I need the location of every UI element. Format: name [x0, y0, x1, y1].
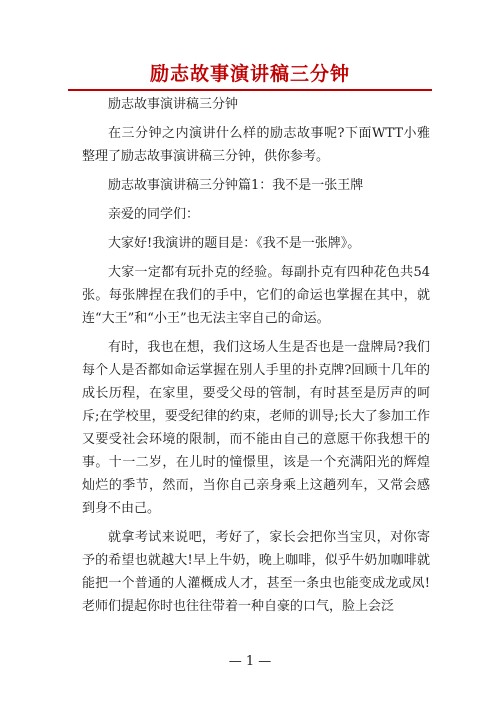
paragraph: 就拿考试来说吧，考好了，家长会把你当宝贝，对你寄予的希望也就越大!早上牛奶，晚上咖啡，似乎牛奶加咖啡就能把一个普通的人灌概成人才，甚至一条虫也能变成龙或凤!老师们提起你时也往往带着一种自豪的口气，脸上会泛 — [82, 530, 430, 614]
paragraph: 励志故事演讲稿三分钟篇1：我不是一张王牌 — [108, 178, 364, 193]
paragraph: 有时，我也在想，我们这场人生是否也是一盘牌局?我们每个人是否都如命运掌握在别人手里的扑克牌?回顾十几年的成长历程，在家里，要受父母的管制，有时甚至是厉声的呵斥;在学校里，要受纪律的约束，老师的训导;长大了参加工作又要受社会环境的限制，而不能由自己的意愿干你我想干的事。十一二岁，在儿时的憧憬里，该是一个充满阳光的辉煌灿烂的季节，然而，当你自己亲身乘上这趟列车，又常会感到身不由己。 — [82, 340, 430, 516]
paragraph: 大家好!我演讲的题目是：《我不是一张牌》。 — [108, 236, 361, 251]
paragraph: 励志故事演讲稿三分钟 — [108, 97, 239, 112]
title-divider — [68, 89, 432, 91]
page-number: — 1 — — [228, 654, 272, 669]
paragraph: 大家一定都有玩扑克的经验。每副扑克有四种花色共54张。每张牌捏在我们的手中，它们的命运也掌握在其中，就连“大王”和“小王”也无法主宰自己的命运。 — [82, 265, 430, 326]
document-body — [82, 93, 430, 624]
paragraph: 亲爱的同学们： — [108, 207, 200, 222]
paragraph: 在三分钟之内演讲什么样的励志故事呢?下面WTT小雅整理了励志故事演讲稿三分钟，供你参考。 — [82, 126, 430, 164]
document-title: 励志故事演讲稿三分钟 — [149, 63, 350, 85]
